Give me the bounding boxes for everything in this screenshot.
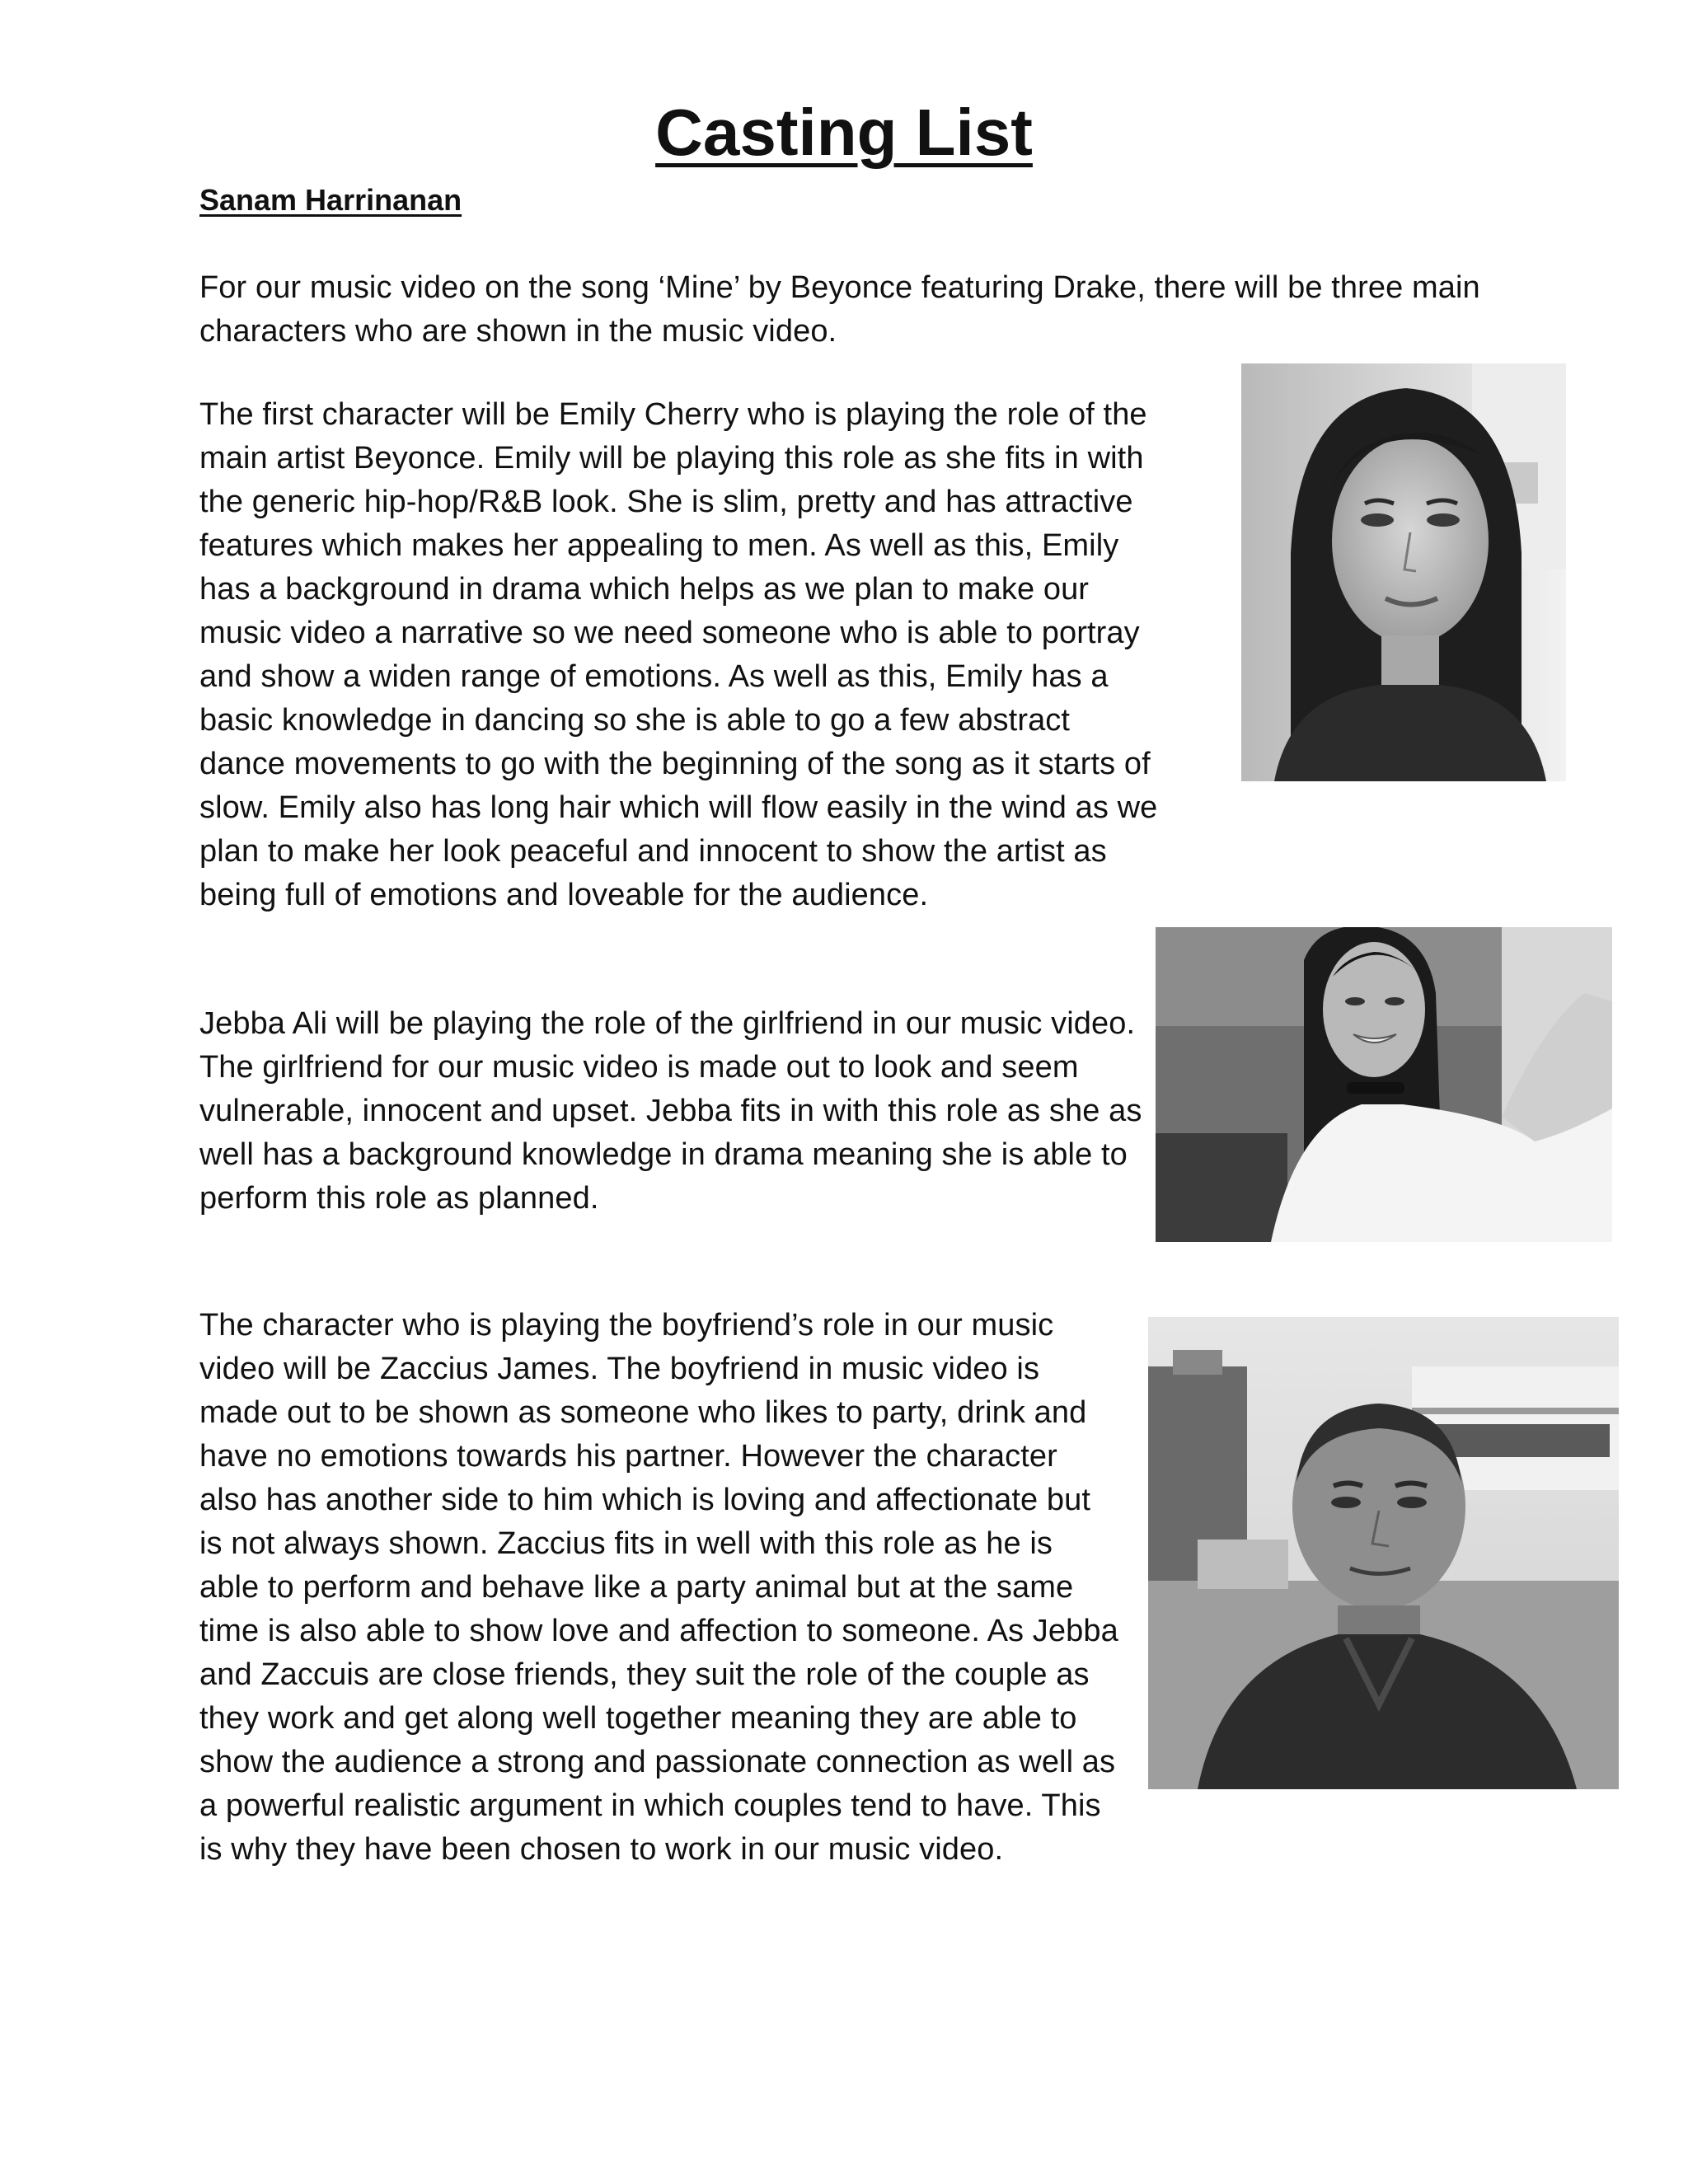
emily-photo-illustration	[1241, 363, 1566, 781]
jebba-photo-illustration	[1156, 927, 1612, 1242]
intro-paragraph: For our music video on the song ‘Mine’ by Beyonce featuring Drake, there will be three main characters who are shown in the music video.	[199, 270, 1480, 349]
jebba-paragraph: Jebba Ali will be playing the role of the girlfriend in our music video. The girlfriend for our music video is made out to look and seem vulnerable, innocent and upset. Jebba fits in with this role as she as well has a background knowledge in drama meaning she is able to perform this role as planned.	[199, 1006, 1142, 1216]
emily-paragraph: The first character will be Emily Cherry who is playing the role of the main artist Beyonce. Emily will be playing this role as she fits in with the generic hip-hop/R&B look. She is slim, pretty and has attractive features which makes her appealing to men. As well as this, Emily has a background in drama which helps as we plan to make our music video a narrative so we need someone who is able to portray and show a widen range of emotions. As well as this, Emily has a basic knowledge in dancing so she is able to go a few abstract dance movements to go with the beginning of the song as it starts of slow. Emily also has long hair which will flow easily in the wind as we plan to make her look peaceful and innocent to show the artist as being full of emotions and loveable for the audience.	[199, 397, 1158, 912]
author-name: Sanam Harrinanan	[199, 183, 462, 217]
zaccius-james-photo	[1148, 1317, 1619, 1789]
jebba-ali-photo	[1156, 927, 1612, 1242]
page-title: Casting List	[655, 96, 1033, 169]
emily-cherry-photo	[1241, 363, 1566, 781]
zaccius-paragraph: The character who is playing the boyfriend’s role in our music video will be Zaccius James. The boyfriend in music video is made out to be shown as someone who likes to party, drink and have no emotions towards his partner. However the character also has another side to him which is loving and affectionate but is not always shown. Zaccius fits in well with this role as he is able to perform and behave like a party animal but at the same time is also able to show love and affection to someone. As Jebba and Zaccuis are close friends, they suit the role of the couple as they work and get along well together meaning they are able to show the audience a strong and passionate connection as well as a powerful realistic argument in which couples tend to have. This is why they have been chosen to work in our music video.	[199, 1308, 1118, 1867]
zaccius-photo-illustration	[1148, 1317, 1619, 1789]
